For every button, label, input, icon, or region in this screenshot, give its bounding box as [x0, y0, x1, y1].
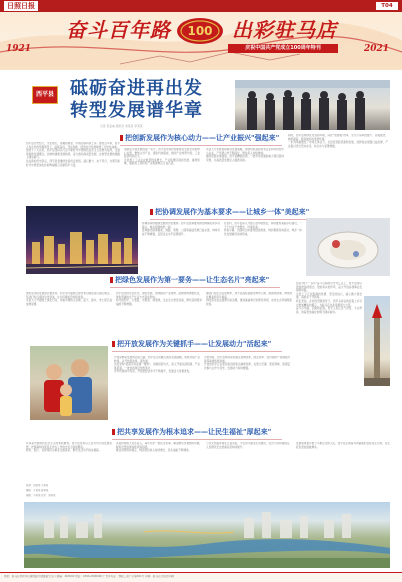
cultural-artifact-photo: [306, 218, 390, 276]
section-3-rule: [110, 287, 280, 288]
section-1-rule: [120, 145, 282, 146]
section-marker-icon: [110, 277, 113, 283]
section-4-column-1: 开放是繁荣发展的必由之路。西平县主动融入国家发展战略，积极对接产业转移，以开放促改革、促发展。 该县坚持"招商引资是第一要务"，创新招商方式，深入开展以商招商、产业链招商，一批优质项目纷纷落户。 对外贸易稳中有进，开放型经济水平不断提升，发展活力竞相迸发。: [114, 356, 200, 374]
credits-box: [26, 484, 126, 500]
section-1-title: [120, 134, 279, 143]
byline: 记者 吴亚威 通讯员 刘某某 李某某: [100, 124, 143, 128]
city-night-view-photo: [26, 206, 138, 274]
section-5-column-2: 该县持续加大民生投入，每年办好一批民生实事，解决群众急难愁盼问题，脱贫攻坚成果持续巩固拓展。 就业形势保持稳定，城乡居民收入持续增长，民生福祉不断增进。: [116, 442, 202, 453]
section-5-column-1: 共享是中国特色社会主义的本质要求。西平县坚持以人民为中心的发展思想，把保障和改善民生作为工作的出发点和落脚点。 教育、医疗、社保等民生事业全面进步，群众生活水平稳步提高。: [26, 442, 112, 453]
section-2-title-text: 把协调发展作为基本要求——让城乡一体"美起来": [155, 208, 310, 216]
page-number: T04: [376, 2, 398, 10]
section-5-title: [112, 428, 271, 437]
special-title-left: 奋斗百年路: [66, 18, 171, 42]
county-tag: 西平县: [32, 86, 58, 104]
section-marker-icon: [150, 209, 153, 215]
section-3-column-3: 围绕打造生态宜居城市，西平县高标准建设城市公园、游园和绿道，城市绿化覆盖率逐年提高。 同时深化农业面源污染治理，推进畜禽粪污资源化利用，农村生态环境明显改善。: [206, 292, 292, 306]
footer-info-text: 地址：驻马店市新华区解放路与健康路交叉口 邮编：463000 电话：0396-2800000 广告许可证：豫驻工商广字第001号 印刷：驻马店日报社印刷厂: [4, 575, 177, 578]
section-5-column-4: 发展成果更多更公平惠及全体人民，西平县正朝着共同富裕的目标坚定迈进，民生底色更加温暖厚实。: [296, 442, 390, 449]
section-2-rule: [150, 219, 310, 220]
leaders-visit-photo: [235, 80, 390, 130]
credit-line-2: 撰稿：王某某 陈某某: [26, 489, 49, 492]
right-column-text: 站在"两个一百年"奋斗目标的历史交汇点上，西平县将以更加昂扬的姿态、更加务实的作风，奋力开创各项事业发展新局面。 全县上下正以饱满的热情、坚定的信心，凝心聚力谋发展，真抓实干开新局。 我们坚信，在党的坚强领导下，西平必将在新征程上书写出更加精彩的篇章，为驻马店出彩贡献更大力量。 奋斗百年路，启航新征程。西平人民正意气风发、斗志昂扬，向着更加美好的明天阔步前进。: [296, 282, 362, 314]
section-1-column-3: 同时，西平县持续优化营商环境，深化"放管服"改革，全力打造审批最少、流程最优、效率最高、服务最好的发展环境。 一系列举措激发了市场主体活力，全县民营经济蓬勃发展，创新创业氛围日益浓厚，产业振兴迈出坚实步伐，综合实力显著增强。: [288, 134, 388, 148]
section-3-column-2: 西平县坚持生态优先、绿色发展，加快推动产业结构、能源结构调整优化，绿色低碳的生产生活方式逐步形成。 如今的西平，天更蓝、水更清、地更绿，生态名片愈发亮丽，群众获得感幸福感不断增强。: [116, 292, 202, 306]
masthead: [0, 0, 402, 70]
year-left: 1921: [6, 44, 32, 54]
section-5-rule: [112, 439, 282, 440]
badge-number: 100: [187, 24, 213, 38]
section-5-column-3: 公共文化服务体系日益完善，平安西平建设扎实推进，社会大局和谐稳定，人民群众安全感满意度持续提升。: [206, 442, 292, 449]
credit-line-1: 统筹：刘某某 马某某: [26, 484, 49, 487]
section-4-title-text: 把开放发展作为关键抓手——让发展动力"活起来": [117, 340, 272, 348]
section-2-title: [150, 208, 309, 217]
section-marker-icon: [120, 135, 123, 141]
section-marker-icon: [112, 429, 115, 435]
section-1-title-text: 把创新发展作为核心动力——让产业振兴"强起来": [125, 134, 280, 142]
special-issue-subtitle: 庆祝中国共产党成立100周年特刊: [228, 44, 338, 53]
section-marker-icon: [112, 341, 115, 347]
community-people-photo: [30, 346, 108, 420]
headline-line-1: 砥砺奋进再出发: [70, 78, 203, 99]
section-2-column-2: 在农村，西平县深入开展人居环境整治，持续推进美丽乡村建设，一个个村庄干净整洁、环境优美。 特色小镇、田园综合体建设稳步推进，城乡要素双向流动，城乡一体化发展格局加快形成。: [224, 222, 302, 236]
year-right: 2021: [364, 44, 390, 54]
landmark-tower-photo: [364, 296, 390, 386]
section-3-title-text: 把绿色发展作为第一要务——让生态名片"亮起来": [115, 276, 270, 284]
section-4-title: [112, 340, 271, 349]
section-5-title-text: 把共享发展作为根本追求——让民生福祉"厚起来": [117, 428, 272, 436]
intro-paragraph: 西平县历史悠久，文化灿烂，是嫘祖故里、中国冶铁铸剑之乡。建党百年来，西平人民在党的坚强领导下，砥砺奋进，开拓创新，经济社会发展取得了历史性成就。 党的十八大以来，西平县坚持以习近平新时代中国特色社会主义思想为指导，全面贯彻新发展理念，加快构建新发展格局，奋力推动高质量发展，在转型发展的道路上阔步前行。 站在新的历史起点，西平县将继续发扬优良传统，凝心聚力、实干笃行，为谱写新时代中原更加出彩的绚丽篇章贡献西平力量。: [26, 142, 120, 167]
section-1-column-1: 创新是引领发展的第一动力。西平县坚持把创新摆在发展全局的核心位置，聚焦主导产业，强化科技赋能，推动产业转型升级，工业经济持续壮大。 全县规上工业企业数量稳步增长，产业集聚区提质发展，畜牧机械、服装加工等特色产业集群效应日益凸显。: [124, 148, 200, 166]
credit-line-3: 编辑：李某某 校对：周某某: [26, 494, 56, 497]
newspaper-logo: 日照日报: [4, 1, 38, 11]
masthead-top-strip: [0, 0, 402, 12]
section-3-title: [110, 276, 269, 285]
city-aerial-panorama-photo: [24, 502, 390, 568]
section-2-column-1: 协调是持续健康发展的内在要求。西平县统筹推进新型城镇化和乡村振兴，城乡面貌焕然一新。 县城建设提速提质，道路、管网、公园等基础设施日益完善，城市功能不断增强，宜居宜业水平显著提升。: [142, 222, 220, 236]
section-4-rule: [112, 351, 282, 352]
section-1-column-2: 该县大力实施创新驱动发展战略，加快培育高新技术企业和科技型中小企业，产学研合作不断深化，研发投入持续增加。 围绕延链补链强链，西平县精准招商，一批带动性强的重大项目落地见效，为高质量发展注入强劲动能。: [206, 148, 284, 162]
centenary-badge-icon: [176, 16, 224, 46]
section-3-column-1: 绿色是永续发展的必要条件。西平县牢固树立绿水青山就是金山银山理念，坚决打好污染防治攻坚战，生态环境质量持续改善。 该县大力开展国土绿化行动，实施河道综合治理，蓝天、碧水、净土保卫战成效显著。: [26, 292, 112, 306]
section-4-column-2: 与此同时，西平县持续深化重点领域改革，国企改革、农村集体产权制度改革等取得积极进展。 开放的西平正以更加包容的姿态拥抱世界，在更大范围、更宽领域、更深层次参与合作与竞争，发展动力持续增强。: [204, 356, 290, 370]
special-title-right: 出彩驻马店: [232, 18, 337, 42]
headline-line-2: 转型发展谱华章: [70, 100, 203, 121]
